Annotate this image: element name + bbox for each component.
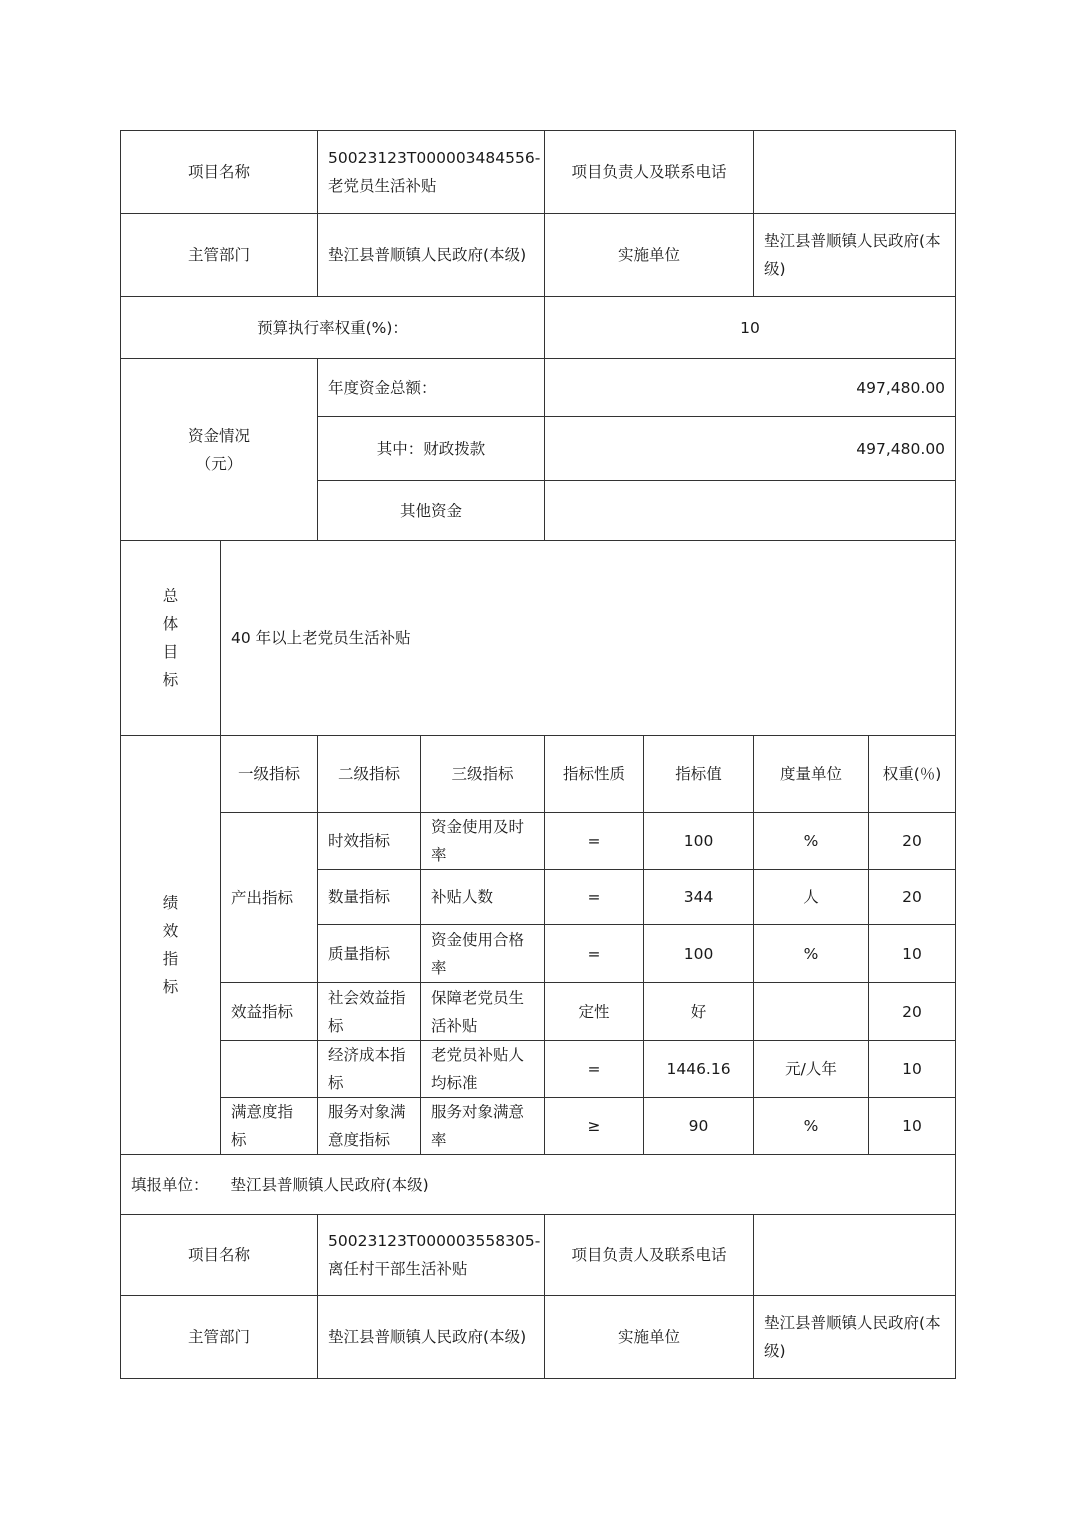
- project-name-value: 50023123T000003558305-离任村干部生活补贴: [318, 1215, 545, 1296]
- fund-label-line2: （元）: [195, 454, 243, 473]
- fiscal-label: 其中：财政拨款: [318, 417, 545, 481]
- level2-cell: 质量指标: [318, 925, 421, 983]
- goal-row: [121, 541, 956, 736]
- contact-label: 项目负责人及联系电话: [545, 131, 754, 214]
- nature-cell: =: [545, 813, 644, 870]
- level2-cell: 经济成本指标: [318, 1041, 421, 1098]
- fund-label: [121, 359, 318, 541]
- value-cell: 344: [644, 870, 754, 925]
- unit-cell: %: [754, 813, 869, 870]
- impl-label: 实施单位: [545, 1296, 754, 1379]
- weight-cell: 20: [869, 813, 956, 870]
- weight-cell: 10: [869, 1041, 956, 1098]
- goal-label-char: 总: [162, 587, 179, 605]
- other-fund-value: [545, 481, 956, 541]
- header-level2: 二级指标: [318, 736, 421, 813]
- perf-label: [121, 736, 221, 1155]
- table-row: [121, 813, 956, 870]
- nature-cell: =: [545, 925, 644, 983]
- fund-label-line1: 资金情况: [188, 426, 251, 445]
- fund-total-row: [121, 359, 956, 417]
- unit-cell: 人: [754, 870, 869, 925]
- budget-weight-label: 预算执行率权重(%)：: [121, 297, 545, 359]
- project-name-label: 项目名称: [121, 131, 318, 214]
- fiscal-value: 497,480.00: [545, 417, 956, 481]
- perf-label-char: 指: [162, 950, 179, 968]
- weight-cell: 20: [869, 870, 956, 925]
- nature-cell: ≥: [545, 1098, 644, 1155]
- impl-value: 垫江县普顺镇人民政府(本级): [754, 1296, 956, 1379]
- value-cell: 100: [644, 813, 754, 870]
- indicator-header-row: [121, 736, 956, 813]
- report-unit-row: [121, 1155, 956, 1215]
- perf-label-char: 绩: [162, 894, 179, 912]
- unit-cell: 元/人年: [754, 1041, 869, 1098]
- header-value: 指标值: [644, 736, 754, 813]
- project-name-row: [121, 131, 956, 214]
- project-name-label: 项目名称: [121, 1215, 318, 1296]
- value-cell: 90: [644, 1098, 754, 1155]
- value-cell: 1446.16: [644, 1041, 754, 1098]
- value-cell: 100: [644, 925, 754, 983]
- report-unit: [121, 1155, 956, 1215]
- header-unit: 度量单位: [754, 736, 869, 813]
- dept-label: 主管部门: [121, 214, 318, 297]
- contact-label: 项目负责人及联系电话: [545, 1215, 754, 1296]
- dept-value: 垫江县普顺镇人民政府(本级): [318, 1296, 545, 1379]
- annual-total-value: 497,480.00: [545, 359, 956, 417]
- dept-label: 主管部门: [121, 1296, 318, 1379]
- budget-weight-row: [121, 297, 956, 359]
- nature-cell: 定性: [545, 983, 644, 1041]
- table-row: [121, 1098, 956, 1155]
- goal-label: [121, 541, 221, 736]
- nature-cell: =: [545, 1041, 644, 1098]
- perf-label-char: 标: [162, 978, 179, 996]
- impl-value: 垫江县普顺镇人民政府(本级): [754, 214, 956, 297]
- dept-row: [121, 214, 956, 297]
- annual-total-label: 年度资金总额：: [318, 359, 545, 417]
- level3-cell: 老党员补贴人均标准: [421, 1041, 545, 1098]
- level3-cell: 资金使用合格率: [421, 925, 545, 983]
- impl-label: 实施单位: [545, 214, 754, 297]
- benefit-indicator-label: 效益指标: [221, 983, 318, 1041]
- contact-value: [754, 1215, 956, 1296]
- project-performance-table: [120, 130, 956, 1379]
- header-weight: 权重(％): [869, 736, 956, 813]
- report-unit-value: 垫江县普顺镇人民政府(本级): [230, 1175, 429, 1194]
- goal-value: 40 年以上老党员生活补贴: [221, 541, 956, 736]
- level1-empty-cell: [221, 1041, 318, 1098]
- project-name-value: 50023123T000003484556-老党员生活补贴: [318, 131, 545, 214]
- goal-label-char: 标: [162, 671, 179, 689]
- satisfaction-indicator-label: 满意度指标: [221, 1098, 318, 1155]
- table-row: [121, 1041, 956, 1098]
- budget-weight-value: 10: [545, 297, 956, 359]
- weight-cell: 20: [869, 983, 956, 1041]
- perf-label-char: 效: [162, 922, 179, 940]
- header-nature: 指标性质: [545, 736, 644, 813]
- level3-cell: 保障老党员生活补贴: [421, 983, 545, 1041]
- dept-value: 垫江县普顺镇人民政府(本级): [318, 214, 545, 297]
- contact-value: [754, 131, 956, 214]
- output-indicator-label: 产出指标: [221, 813, 318, 983]
- header-level1: 一级指标: [221, 736, 318, 813]
- level2-cell: 数量指标: [318, 870, 421, 925]
- level3-cell: 补贴人数: [421, 870, 545, 925]
- unit-cell: %: [754, 925, 869, 983]
- goal-label-char: 体: [162, 615, 179, 633]
- level3-cell: 资金使用及时率: [421, 813, 545, 870]
- unit-cell: [754, 983, 869, 1041]
- level2-cell: 社会效益指标: [318, 983, 421, 1041]
- level2-cell: 时效指标: [318, 813, 421, 870]
- level3-cell: 服务对象满意率: [421, 1098, 545, 1155]
- value-cell: 好: [644, 983, 754, 1041]
- project-name-row: [121, 1215, 956, 1296]
- header-level3: 三级指标: [421, 736, 545, 813]
- nature-cell: =: [545, 870, 644, 925]
- dept-row: [121, 1296, 956, 1379]
- level2-cell: 服务对象满意度指标: [318, 1098, 421, 1155]
- other-fund-label: 其他资金: [318, 481, 545, 541]
- weight-cell: 10: [869, 1098, 956, 1155]
- table-row: [121, 983, 956, 1041]
- report-unit-label: 填报单位：: [131, 1175, 209, 1194]
- unit-cell: %: [754, 1098, 869, 1155]
- weight-cell: 10: [869, 925, 956, 983]
- goal-label-char: 目: [162, 643, 179, 661]
